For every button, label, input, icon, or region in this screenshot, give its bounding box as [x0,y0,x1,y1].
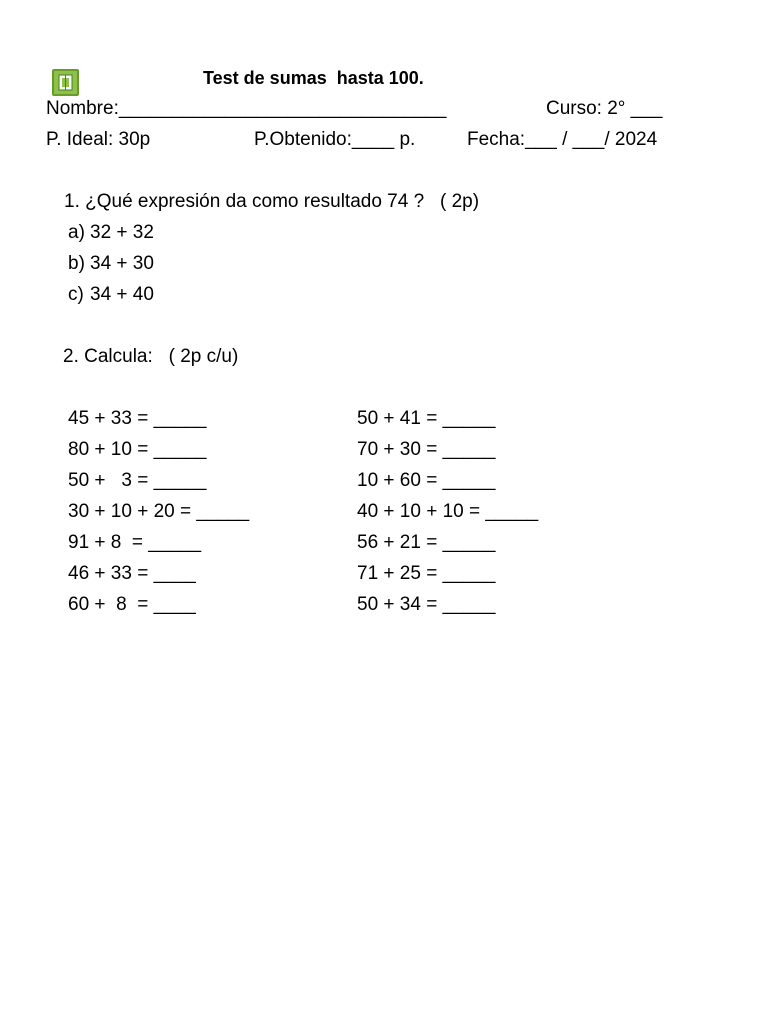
sum-item: 60 + 8 = ____ [68,594,196,615]
question-2-prompt: 2. Calcula: ( 2p c/u) [63,346,239,367]
sum-item: 50 + 34 = _____ [357,594,496,615]
sum-item: 50 + 3 = _____ [68,470,207,491]
sum-item: 40 + 10 + 10 = _____ [357,501,539,522]
date-field: Fecha:___ / ___/ 2024 [467,129,658,150]
sum-item: 30 + 10 + 20 = _____ [68,501,250,522]
school-crest-icon [52,69,79,96]
ideal-score: P. Ideal: 30p [46,129,151,150]
sum-item: 56 + 21 = _____ [357,532,496,553]
sum-item: 91 + 8 = _____ [68,532,202,553]
sum-item: 10 + 60 = _____ [357,470,496,491]
option-a-letter: a) [68,222,85,243]
sum-item: 46 + 33 = ____ [68,563,196,584]
question-1-prompt: 1. ¿Qué expresión da como resultado 74 ? ( 2p) [64,191,480,212]
name-field: Nombre:_______________________________ [46,98,447,119]
page-title: Test de sumas hasta 100. [203,68,424,88]
sum-item: 70 + 30 = _____ [357,439,496,460]
option-c-letter: c) [68,284,84,305]
sum-item: 50 + 41 = _____ [357,408,496,429]
option-c-text: 34 + 40 [90,284,154,305]
option-b-letter: b) [68,253,85,274]
option-a-text: 32 + 32 [90,222,154,243]
sum-item: 71 + 25 = _____ [357,563,496,584]
course-field: Curso: 2° ___ [546,98,663,119]
obtained-score-field: P.Obtenido:____ p. [254,129,416,150]
option-b-text: 34 + 30 [90,253,154,274]
sum-item: 80 + 10 = _____ [68,439,207,460]
sum-item: 45 + 33 = _____ [68,408,207,429]
